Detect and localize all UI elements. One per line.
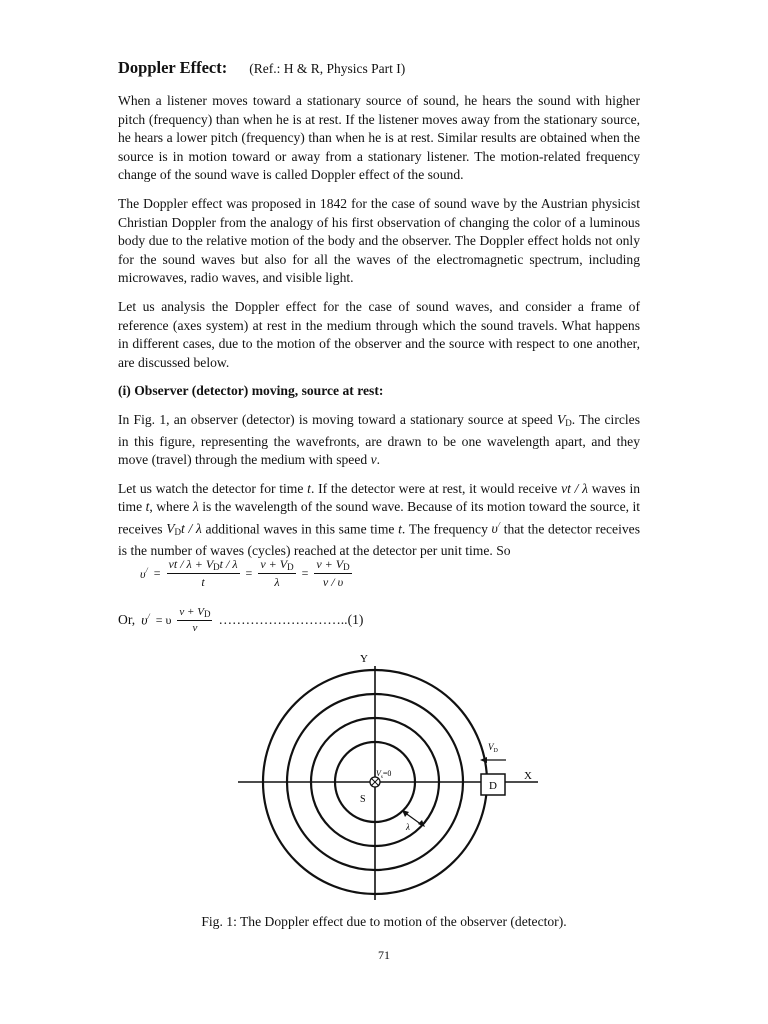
paragraph-1: When a listener moves toward a stationary source of sound, he hears the sound with higher pitch (frequency) than when he is at rest. If the listener moves away from the stationary source, he hears a lower pitch (frequency) than when he is at rest. Similar results are obtained when the source is in motion toward or away from a stationary listener. The motion-related frequency change of the sound wave is called Doppler effect of the sound.	[118, 93, 640, 183]
y-axis-label: Y	[360, 653, 368, 665]
p4-var-v: $V_D$	[556, 411, 572, 428]
x-axis-label: X	[524, 770, 532, 782]
eq1-lhs: υ/	[140, 565, 148, 581]
p5-text-g: . The frequency	[401, 521, 492, 537]
p5-expr-waves: vt / λ	[561, 480, 589, 496]
equation-1	[140, 557, 352, 590]
eq2-prefix: Or,	[118, 612, 136, 627]
eq2-fraction: $\frac{v + V_D}{v}$	[179, 606, 211, 634]
paragraph-4	[118, 411, 640, 470]
doppler-diagram	[228, 652, 548, 904]
p5-text-f: additional waves in this same time	[201, 521, 399, 537]
eq1-equals-3: =	[301, 566, 309, 580]
p4-text-c: .	[376, 452, 381, 468]
page-number: 71	[378, 948, 390, 962]
title-text: Doppler Effect:	[118, 58, 228, 77]
eq2-equals: = υ	[155, 612, 172, 627]
p5-var-t2: t	[145, 499, 150, 515]
source-speed-label: $V_s=0$	[376, 769, 392, 780]
p4-text-a: In Fig. 1, an observer (detector) is moving toward a stationary source at speed	[118, 411, 557, 427]
figure-caption: Fig. 1: The Doppler effect due to motion of the observer (detector).	[201, 914, 567, 929]
p5-var-t3: t	[398, 521, 402, 537]
source-label: S	[360, 794, 366, 805]
wavelength-label: λ	[406, 822, 410, 832]
section-title	[118, 58, 640, 78]
paragraph-5	[118, 480, 640, 561]
p5-text-e: is the wavelength of the sound wave. Because of its motion toward the source, it receives	[118, 499, 641, 537]
eq1-fraction-1: $\frac{vt / \lambda + V_Dt / \lambda}{t}$	[168, 557, 238, 589]
p5-text-h: that the detector receives is the number of waves (cycles) reached at the detector per unit time. So	[118, 521, 640, 558]
eq1-fraction-3: $\frac{v + V_D}{v / \upsilon}$	[316, 557, 350, 589]
eq1-equals-1: =	[153, 566, 161, 580]
eq1-equals-2: =	[245, 566, 253, 580]
p5-var-lambda: λ	[192, 499, 199, 515]
paragraph-2: The Doppler effect was proposed in 1842 for the case of sound wave by the Austrian physicist Christian Doppler from the analogy of his first observation of changing the color of a luminous body due to the relative motion of the body and the observer. The Doppler effect holds not only for the sound waves but also for all the waves of the electromagnetic spectrum, including microwaves, radio waves, and visible light.	[118, 195, 640, 286]
subsection-heading: (i) Observer (detector) moving, source at rest:	[118, 383, 384, 399]
equation-2	[118, 606, 363, 634]
p5-text-a: Let us watch the detector for time	[118, 480, 308, 496]
document-body	[118, 58, 640, 571]
paragraph-3: Let us analysis the Doppler effect for the case of sound waves, and consider a frame of reference (axes system) at rest in the medium through which the sound travels. What happens in different cases, due to the motion of the observer and the source with respect to one another, are discussed below.	[118, 298, 640, 370]
p5-text-b: . If the detector were at rest, it would receive	[310, 480, 562, 496]
p4-var-speed: v	[370, 452, 377, 468]
p4-text-b: . The circles in this figure, representing the wavefronts, are drawn to be one wavelength apart, and they move (travel) through the medium with speed	[118, 411, 640, 468]
eq1-fraction-2: $\frac{v + V_D}{\lambda}$	[260, 557, 294, 589]
eq2-lhs: υ/	[141, 611, 150, 628]
p5-var-t: t	[307, 480, 311, 496]
p5-text-c: waves in time	[118, 480, 641, 515]
p5-text-d: , where	[149, 499, 193, 515]
detector-speed-label: $V_D$	[488, 742, 498, 754]
detector-label: D	[489, 780, 497, 792]
p5-var-nu: υ/	[491, 520, 501, 537]
eq2-number: ………………………..(1)	[218, 612, 364, 627]
p5-expr-additional: $V_Dt$ / λ	[166, 521, 202, 538]
reference-text: (Ref.: H & R, Physics Part I)	[249, 61, 406, 76]
